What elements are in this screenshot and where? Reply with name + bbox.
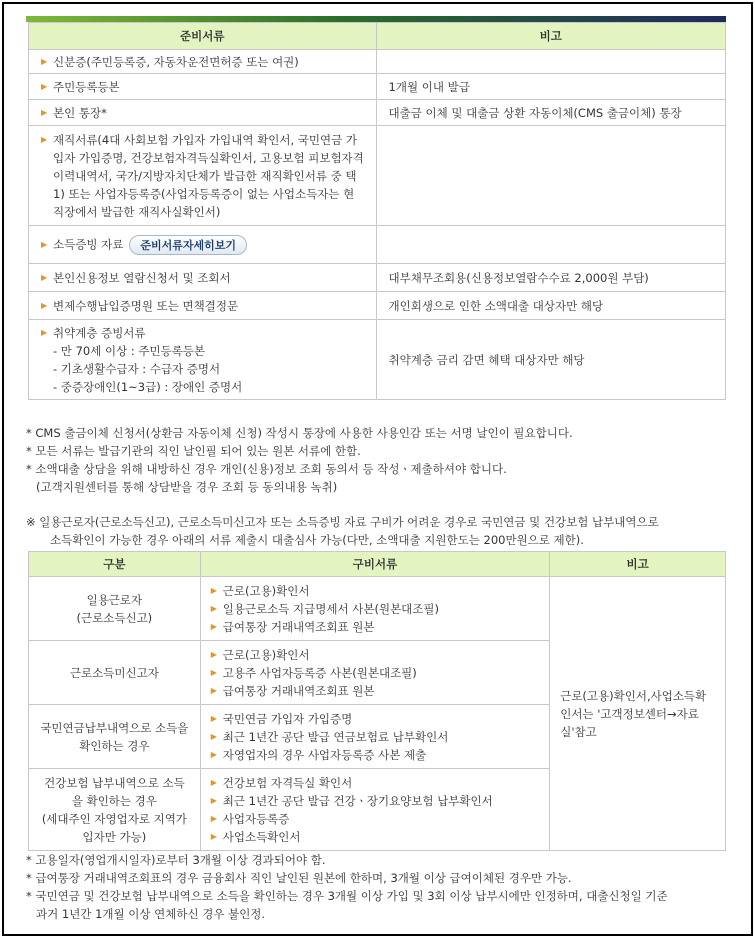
footnote: * 모든 서류는 발급기관의 직인 날인필 되어 있는 원본 서류에 한함. — [26, 444, 361, 458]
view-details-button[interactable]: 준비서류자세히보기 — [129, 235, 247, 255]
remark-cell: 1개월 이내 발급 — [376, 74, 725, 100]
bullet-icon: ▶ — [41, 300, 48, 310]
table-row — [29, 320, 726, 400]
doc-item: 최근 1년간 공단 발급 연금보험료 납부확인서 — [222, 729, 449, 744]
bullet-icon: ▶ — [210, 603, 217, 613]
doc-item: 근로(고용)확인서 — [222, 583, 310, 598]
doc-item: 국민연금 가입자 가입증명 — [222, 711, 353, 726]
required-documents-table — [28, 22, 726, 400]
sub-item: - 기초생활수급자 : 수급자 증명서 — [53, 361, 221, 376]
footnote: (고객지원센터를 통해 상담받을 경우 조회 등 동의내용 녹취) — [36, 480, 338, 494]
footnote: * 급여통장 거래내역조회표의 경우 금융회사 직인 날인된 원본에 한하며, 3개월 이상 급여이체된 경우만 가능. — [26, 871, 572, 885]
column-header-documents: 준비서류 — [29, 23, 377, 50]
doc-item: 일용근로소득 지급명세서 사본(원본대조필) — [222, 601, 439, 616]
bullet-icon: ▶ — [210, 713, 217, 723]
doc-item: 급여통장 거래내역조회표 원본 — [222, 683, 375, 698]
document-item: 변제수행납입증명원 또는 면책결정문 — [53, 298, 239, 313]
footnote: * 국민연금 및 건강보험 납부내역으로 소득을 확인하는 경우 3개월 이상 가입 및 3회 이상 납부시에만 인정하며, 대출신청일 기준 — [26, 889, 668, 903]
bullet-icon: ▶ — [210, 731, 217, 741]
table-row — [29, 50, 726, 74]
bullet-icon: ▶ — [41, 81, 48, 91]
bullet-icon: ▶ — [210, 831, 217, 841]
doc-item: 고용주 사업자등록증 사본(원본대조필) — [222, 665, 417, 680]
remark-cell: 근로(고용)확인서,사업소득확 인서는 '고객정보센터→자료 실'참고 — [550, 577, 726, 851]
document-item: 재직서류(4대 사회보험 가입자 가입내역 확인서, 국민연금 가입자 가입증명, 건강보험자격득실확인서, 고용보험 피보험자격 이력내역서, 국가/지방자치단체가 발급한 재직확인서류 중 택1) 또는 사업자등록증(사업자등록증이 없는 사업소득자는 현 직장에서 발급한 재직사실확인서) — [53, 132, 364, 219]
footnote: * 소액대출 상담을 위해 내방하신 경우 개인(신용)정보 조회 동의서 등 작성ㆍ제출하셔야 합니다. — [26, 462, 507, 476]
sub-item: - 중증장애인(1~3급) : 장애인 증명서 — [53, 379, 243, 394]
bullet-icon: ▶ — [210, 649, 217, 659]
document-item: 본인 통장* — [53, 105, 107, 120]
remark-cell — [376, 126, 725, 226]
document-item: 소득증빙 자료 — [53, 237, 124, 251]
document-item: 취약계층 증빙서류 — [53, 325, 146, 340]
bullet-icon: ▶ — [210, 621, 217, 631]
column-header-remarks: 비고 — [376, 23, 725, 50]
table-row — [29, 74, 726, 100]
bullet-icon: ▶ — [41, 327, 48, 337]
doc-item: 건강보험 자격득실 확인서 — [222, 775, 353, 790]
bullet-icon: ▶ — [210, 585, 217, 595]
column-header-documents: 구비서류 — [200, 552, 549, 577]
notice-line: 소득확인이 가능한 경우 아래의 서류 제출시 대출심사 가능(다만, 소액대출 지원한도는 200만원으로 제한). — [50, 533, 584, 547]
doc-item: 사업소득확인서 — [222, 829, 301, 844]
remark-cell — [376, 50, 725, 74]
table-row — [29, 577, 726, 641]
bullet-icon: ▶ — [210, 777, 217, 787]
remark-cell: 대부채무조회용(신용정보열람수수료 2,000원 부담) — [376, 264, 725, 292]
notice-line: ※ 일용근로자(근로소득신고), 근로소득미신고자 또는 소득증빙 자료 구비가 어려운 경우로 국민연금 및 건강보험 납부내역으로 — [26, 515, 659, 529]
bullet-icon: ▶ — [210, 667, 217, 677]
remark-cell — [376, 226, 725, 264]
category-cell: 건강보험 납부내역으로 소득 을 확인하는 경우 (세대주인 자영업자로 지역가 입자만 가능) — [29, 769, 201, 851]
document-item: 본인신용정보 열람신청서 및 조회서 — [53, 270, 231, 285]
income-proof-table — [28, 551, 726, 851]
income-verification-notice — [26, 513, 659, 549]
doc-item: 자영업자의 경우 사업자등록증 사본 제출 — [222, 747, 427, 762]
doc-item: 급여통장 거래내역조회표 원본 — [222, 619, 375, 634]
bullet-icon: ▶ — [41, 107, 48, 117]
bullet-icon: ▶ — [210, 685, 217, 695]
footnotes-income — [26, 851, 668, 923]
bullet-icon: ▶ — [210, 795, 217, 805]
doc-item: 근로(고용)확인서 — [222, 647, 310, 662]
footnote: * CMS 출금이체 신청서(상환금 자동이체 신청) 작성시 통장에 사용한 사용인감 또는 서명 날인이 필요합니다. — [26, 426, 573, 440]
bullet-icon: ▶ — [41, 239, 48, 249]
doc-item: 최근 1년간 공단 발급 건강ㆍ장기요양보험 납부확인서 — [222, 793, 493, 808]
table-row — [29, 226, 726, 264]
table-row — [29, 292, 726, 320]
document-item: 주민등록등본 — [53, 79, 120, 94]
column-header-category: 구분 — [29, 552, 201, 577]
table-row — [29, 126, 726, 226]
remark-cell: 취약계층 금리 감면 혜택 대상자만 해당 — [376, 320, 725, 400]
column-header-remarks: 비고 — [550, 552, 726, 577]
bullet-icon: ▶ — [41, 272, 48, 282]
category-cell: 일용근로자 (근로소득신고) — [29, 577, 201, 641]
bullet-icon: ▶ — [41, 134, 48, 144]
remark-cell: 개인회생으로 인한 소액대출 대상자만 해당 — [376, 292, 725, 320]
bullet-icon: ▶ — [210, 749, 217, 759]
category-cell: 국민연금납부내역으로 소득을 확인하는 경우 — [29, 705, 201, 769]
sub-item: - 만 70세 이상 : 주민등록등본 — [53, 343, 206, 358]
table-row — [29, 100, 726, 126]
footnotes-documents — [26, 424, 573, 496]
remark-cell: 대출금 이체 및 대출금 상환 자동이체(CMS 출금이체) 통장 — [376, 100, 725, 126]
category-cell: 근로소득미신고자 — [29, 641, 201, 705]
doc-item: 사업자등록증 — [222, 811, 290, 826]
footnote: * 고용일자(영업개시일자)로부터 3개월 이상 경과되어야 함. — [26, 853, 326, 867]
footnote: 과거 1년간 1개월 이상 연체하신 경우 불인정. — [36, 907, 266, 921]
table-row — [29, 264, 726, 292]
bullet-icon: ▶ — [41, 56, 48, 66]
document-item: 신분증(주민등록증, 자동차운전면허증 또는 여권) — [53, 54, 299, 69]
bullet-icon: ▶ — [210, 813, 217, 823]
